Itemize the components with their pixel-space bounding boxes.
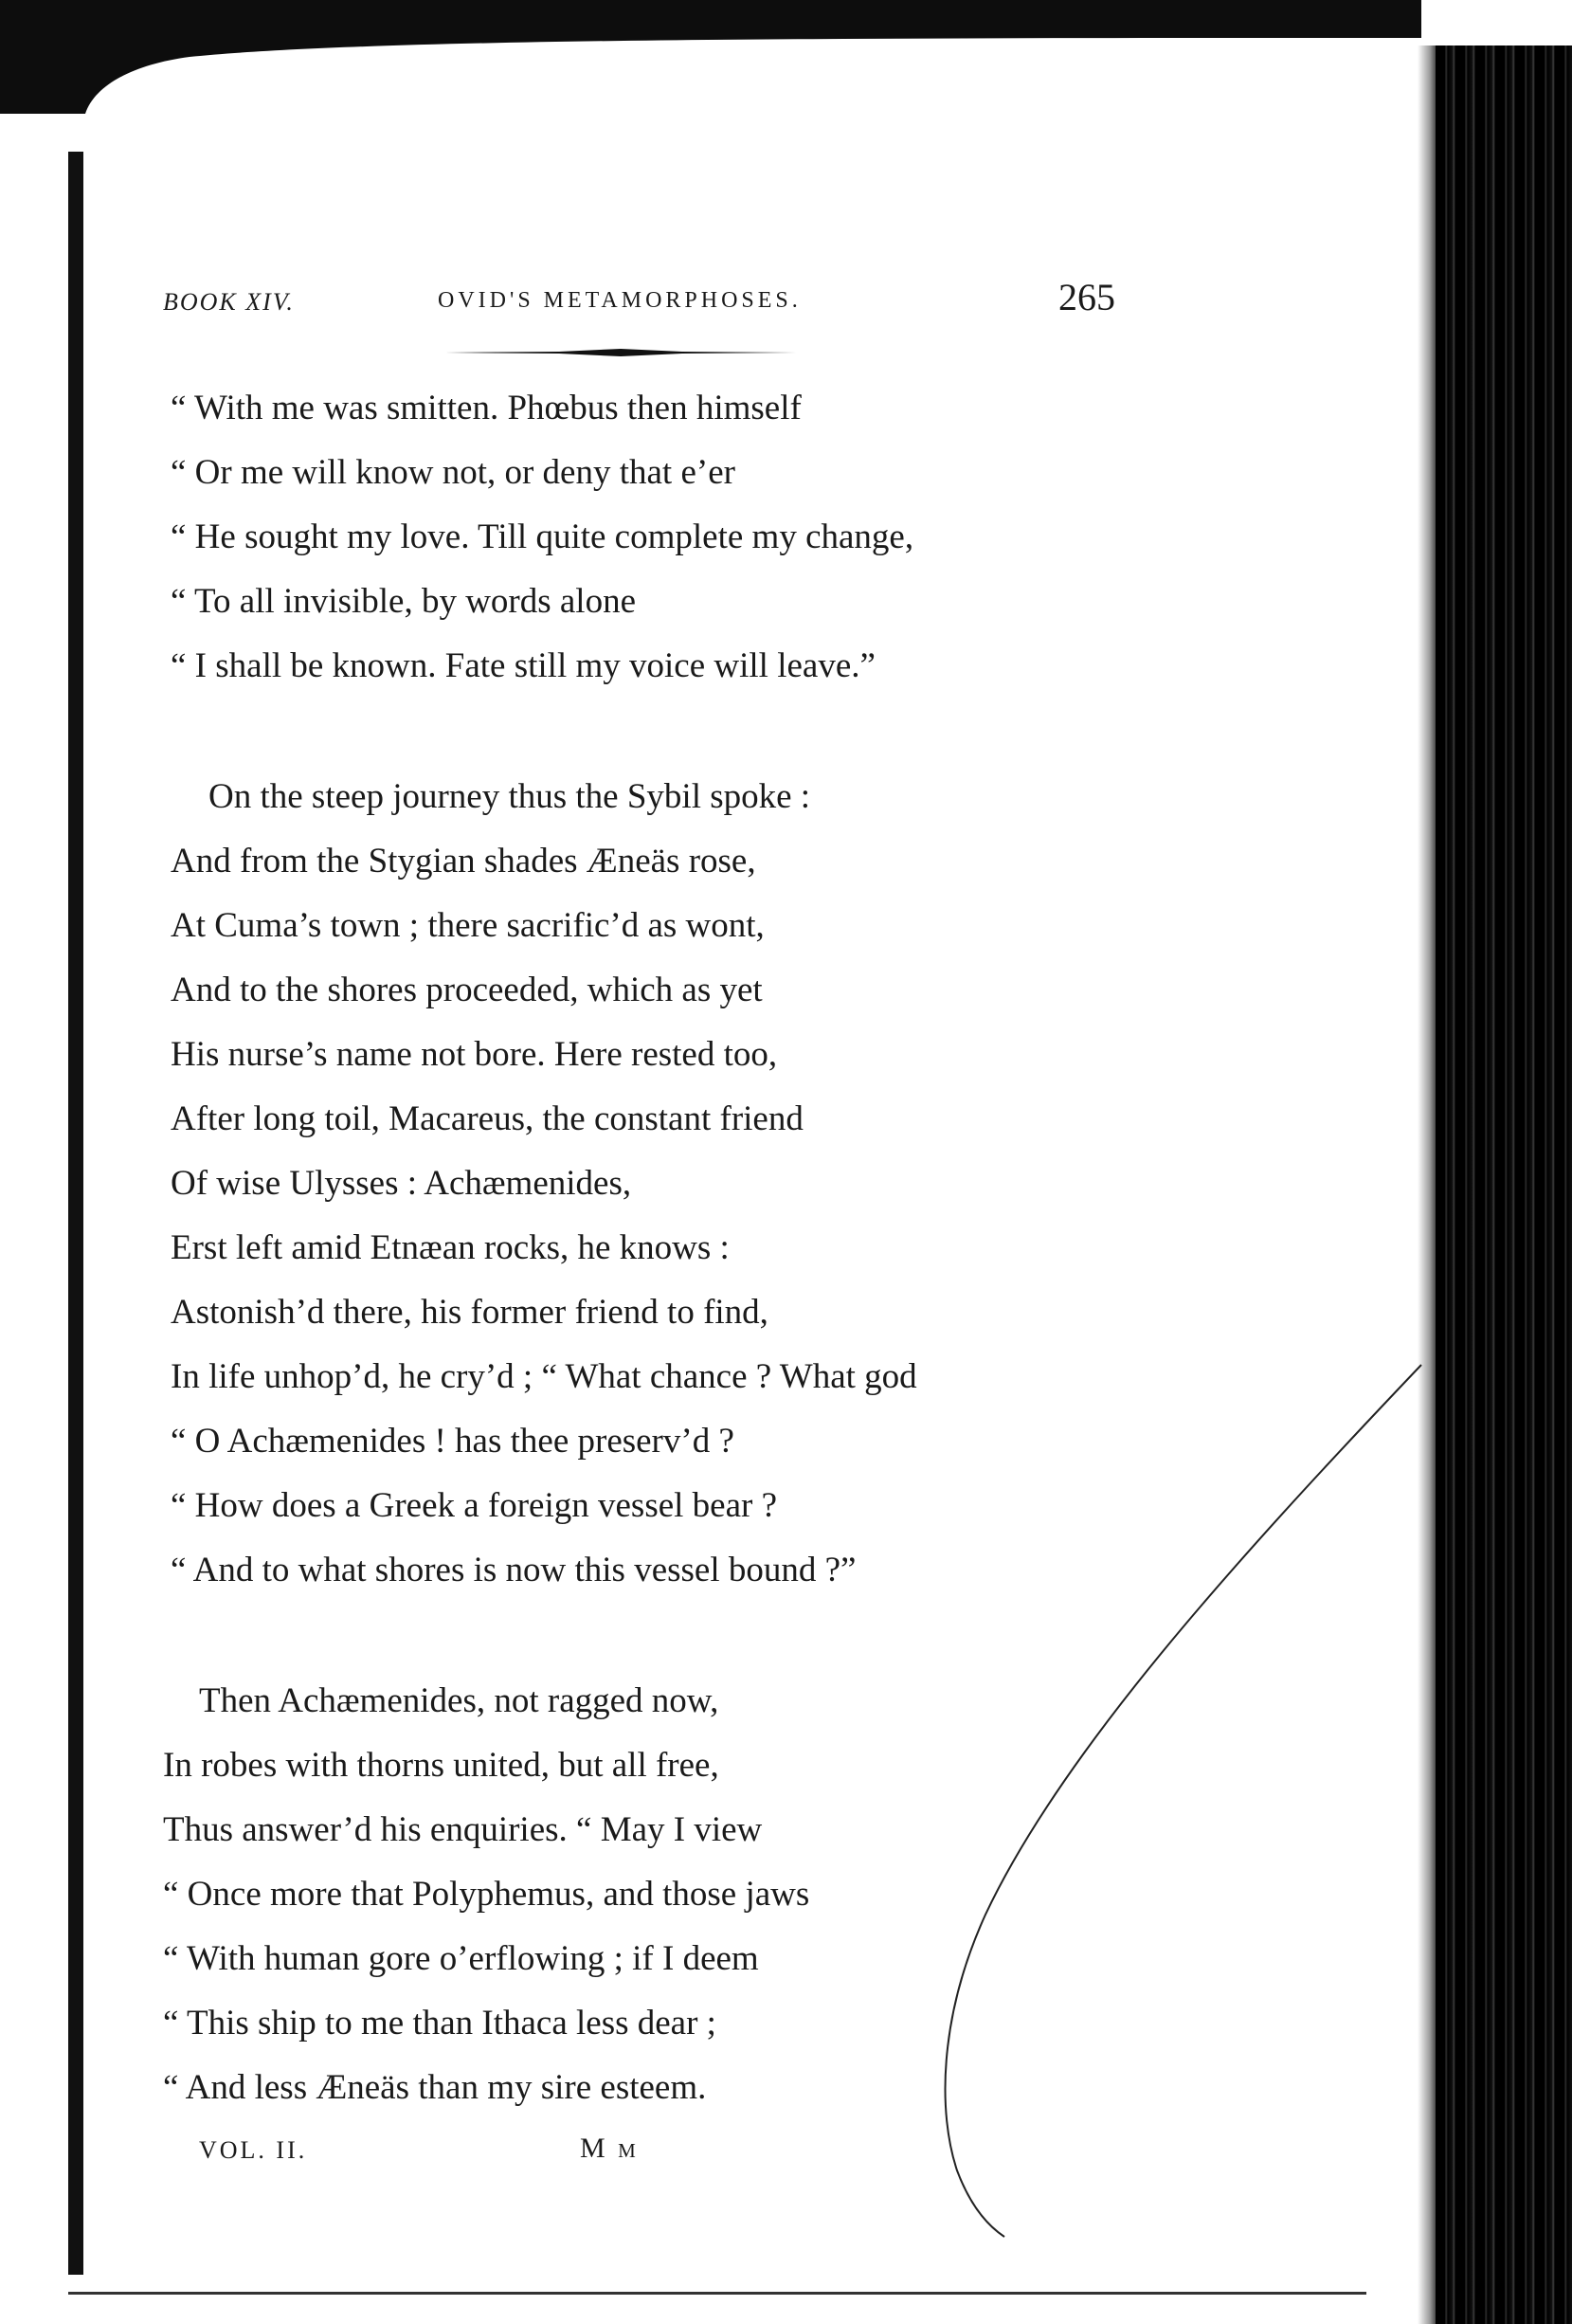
verse-line: At Cuma’s town ; there sacrific’d as wont, bbox=[171, 906, 765, 945]
verse-line: In robes with thorns united, but all free, bbox=[163, 1746, 719, 1785]
signature-mark: M m bbox=[580, 2133, 639, 2164]
book-number: BOOK XIV. bbox=[163, 288, 295, 316]
verse-line: “ Or me will know not, or deny that e’er bbox=[171, 453, 735, 492]
page-corner-shadow bbox=[0, 0, 1421, 114]
verse-line: And to the shores proceeded, which as yet bbox=[171, 971, 763, 1009]
verse-line: “ This ship to me than Ithaca less dear ; bbox=[163, 2004, 716, 2043]
verse-line: “ With human gore o’erflowing ; if I deem bbox=[163, 1939, 759, 1978]
verse-line: Astonish’d there, his former friend to find, bbox=[171, 1293, 768, 1332]
verse-line: “ I shall be known. Fate still my voice will leave.” bbox=[171, 646, 876, 685]
verse-line: His nurse’s name not bore. Here rested too, bbox=[171, 1035, 778, 1074]
verse-line: “ To all invisible, by words alone bbox=[171, 582, 637, 621]
verse-line: And from the Stygian shades Æneäs rose, bbox=[171, 842, 756, 881]
verse-line: Erst left amid Etnæan rocks, he knows : bbox=[171, 1228, 730, 1267]
verse-line: “ How does a Greek a foreign vessel bear ? bbox=[171, 1486, 778, 1525]
page-left-edge bbox=[68, 152, 83, 2275]
page-bottom-edge bbox=[68, 2292, 1366, 2295]
book-binding bbox=[1436, 45, 1572, 2324]
verse-line: Of wise Ulysses : Achæmenides, bbox=[171, 1164, 632, 1203]
verse-line: “ Once more that Polyphemus, and those jaws bbox=[163, 1875, 810, 1914]
verse-line: “ With me was smitten. Phœbus then himself bbox=[171, 389, 802, 427]
verse-line: Thus answer’d his enquiries. “ May I view bbox=[163, 1810, 763, 1849]
volume-mark: VOL. II. bbox=[199, 2136, 308, 2164]
verse-line: After long toil, Macareus, the constant friend bbox=[171, 1099, 804, 1138]
header-rule bbox=[445, 349, 796, 356]
running-header bbox=[163, 275, 1129, 322]
verse-line: “ And less Æneäs than my sire esteem. bbox=[163, 2068, 707, 2107]
page-number: 265 bbox=[1058, 276, 1115, 318]
verse-line: Then Achæmenides, not ragged now, bbox=[199, 1681, 719, 1720]
work-title: OVID'S METAMORPHOSES. bbox=[438, 288, 802, 313]
verse-line: “ He sought my love. Till quite complete my change, bbox=[171, 517, 914, 556]
verse-line: In life unhop’d, he cry’d ; “ What chance ? What god bbox=[171, 1357, 917, 1396]
verse-line: “ O Achæmenides ! has thee preserv’d ? bbox=[171, 1422, 734, 1461]
verse-line: “ And to what shores is now this vessel bound ?” bbox=[171, 1551, 857, 1589]
verse-line: On the steep journey thus the Sybil spoke : bbox=[208, 777, 811, 816]
